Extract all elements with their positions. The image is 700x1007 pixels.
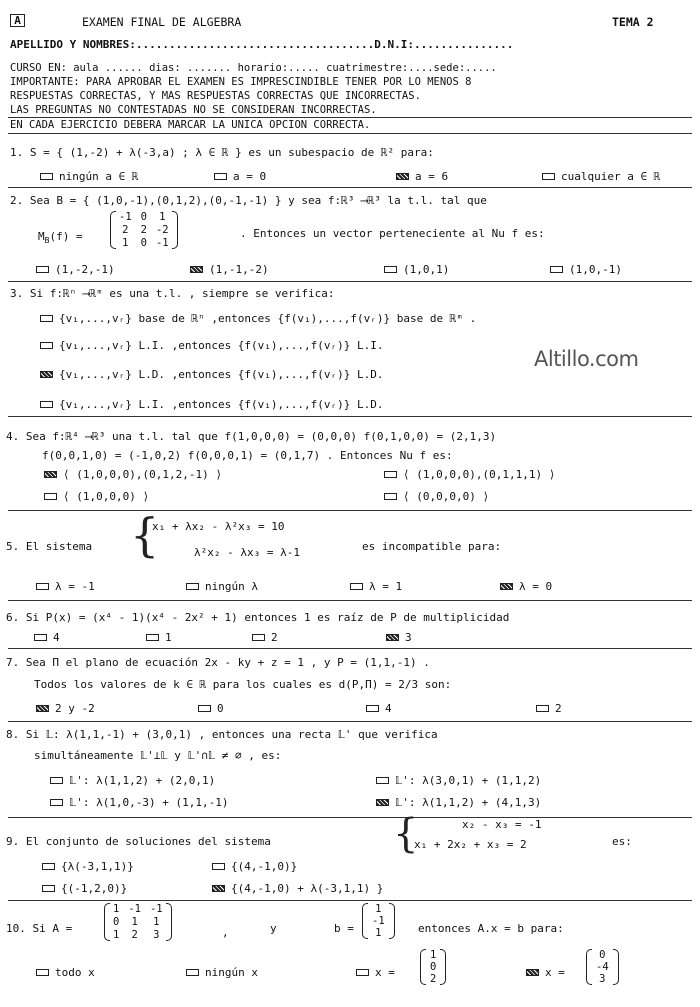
divider	[8, 416, 692, 417]
question-4-stem-1: 4. Sea f:ℝ⁴ ⟶ℝ³ una t.l. tal que f(1,0,0,0) = (0,0,0) f(0,1,0,0) = (2,1,3)	[6, 430, 497, 443]
q10-comma: ,	[222, 926, 229, 939]
q2-option-d[interactable]: (1,0,-1)	[550, 263, 622, 276]
name-line: APELLIDO Y NOMBRES:....................................D.N.I:...............	[10, 38, 514, 51]
question-8-stem-1: 8. Si 𝕃: λ(1,1,-1) + (3,0,1) , entonces una recta 𝕃' que verifica	[6, 728, 438, 741]
q9-option-d[interactable]: {(4,-1,0) + λ(-3,1,1) }	[212, 882, 383, 895]
q1-option-a[interactable]: ningún a ∈ ℝ	[40, 170, 138, 183]
checkbox-marked[interactable]	[526, 969, 539, 976]
question-2-stem: 2. Sea B = { (1,0,-1),(0,1,2),(0,-1,-1) } y sea f:ℝ³ ⟶ℝ³ la t.l. tal que	[10, 194, 487, 207]
checkbox[interactable]	[50, 799, 63, 806]
question-5-label: 5. El sistema	[6, 540, 93, 553]
q2-tail: . Entonces un vector perteneciente al Nu f es:	[240, 227, 545, 240]
checkbox[interactable]	[536, 705, 549, 712]
q7-option-d[interactable]: 2	[536, 702, 562, 715]
checkbox[interactable]	[212, 863, 225, 870]
q10-vector-x3: 1 0 2	[420, 949, 446, 985]
q3-option-b[interactable]: {v₁,...,vᵣ} L.I. ,entonces {f(v₁),...,f(vᵣ)} L.I.	[40, 339, 384, 352]
checkbox[interactable]	[252, 634, 265, 641]
important-2: RESPUESTAS CORRECTAS, Y MAS RESPUESTAS CORRECTAS QUE INCORRECTAS.	[10, 90, 421, 102]
q5-equation-1: x₁ + λx₂ - λ²x₃ = 10	[152, 520, 285, 533]
curso-line: CURSO EN: aula ...... dias: ....... horario:..... cuatrimestre:....sede:.....	[10, 62, 497, 74]
q7-option-b[interactable]: 0	[198, 702, 224, 715]
q5-option-c[interactable]: λ = 1	[350, 580, 402, 593]
q9-equation-1: x₂ - x₃ = -1	[462, 818, 542, 831]
q5-option-a[interactable]: λ = -1	[36, 580, 95, 593]
checkbox[interactable]	[384, 471, 397, 478]
q7-option-a[interactable]: 2 y -2	[36, 702, 95, 715]
checkbox[interactable]	[384, 493, 397, 500]
q2-matrix: -1 0 1 2 2 -2 1 0 -1	[110, 211, 178, 249]
divider	[8, 817, 692, 818]
q4-option-b[interactable]: ⟨ (1,0,0,0),(0,1,1,1) ⟩	[384, 468, 555, 481]
q9-equation-2: x₁ + 2x₂ + x₃ = 2	[414, 838, 527, 851]
divider	[8, 648, 692, 649]
q10-option-a[interactable]: todo x	[36, 966, 95, 979]
checkbox[interactable]	[44, 493, 57, 500]
q10-y: y	[270, 922, 277, 935]
checkbox[interactable]	[186, 969, 199, 976]
q10-option-b[interactable]: ningún x	[186, 966, 258, 979]
q3-option-d[interactable]: {v₁,...,vᵣ} L.I. ,entonces {f(v₁),...,f(vᵣ)} L.D.	[40, 398, 384, 411]
important-1: IMPORTANTE: PARA APROBAR EL EXAMEN ES IMPRESCINDIBLE TENER POR LO MENOS 8	[10, 76, 472, 88]
divider	[8, 187, 692, 188]
checkbox[interactable]	[36, 266, 49, 273]
checkbox-marked[interactable]	[36, 705, 49, 712]
checkbox[interactable]	[376, 777, 389, 784]
divider	[8, 133, 692, 134]
checkbox[interactable]	[384, 266, 397, 273]
q3-option-c[interactable]: {v₁,...,vᵣ} L.D. ,entonces {f(v₁),...,f(vᵣ)} L.D.	[40, 368, 384, 381]
q4-option-a[interactable]: ⟨ (1,0,0,0),(0,1,2,-1) ⟩	[44, 468, 222, 481]
q6-option-a[interactable]: 4	[34, 631, 60, 644]
divider	[8, 721, 692, 722]
q6-option-c[interactable]: 2	[252, 631, 278, 644]
question-7-stem-1: 7. Sea Π el plano de ecuación 2x - ky + z = 1 , y P = (1,1,-1) .	[6, 656, 430, 669]
checkbox[interactable]	[40, 401, 53, 408]
important-4: EN CADA EJERCICIO DEBERA MARCAR LA UNICA OPCION CORRECTA.	[10, 119, 371, 131]
checkbox[interactable]	[186, 583, 199, 590]
q10-vector-b: 1 -1 1	[362, 903, 395, 939]
checkbox[interactable]	[214, 173, 227, 180]
checkbox-marked[interactable]	[40, 371, 53, 378]
q4-option-d[interactable]: ⟨ (0,0,0,0) ⟩	[384, 490, 489, 503]
divider	[8, 510, 692, 511]
divider	[8, 900, 692, 901]
divider	[8, 117, 692, 118]
q6-option-d[interactable]: 3	[386, 631, 412, 644]
question-1-stem: 1. S = { (1,-2) + λ(-3,a) ; λ ∈ ℝ } es un subespacio de ℝ² para:	[10, 146, 434, 159]
q10-option-d[interactable]: x =	[526, 966, 565, 979]
q10-option-c[interactable]: x =	[356, 966, 395, 979]
question-10-label: 10. Si A =	[6, 922, 73, 935]
checkbox-marked[interactable]	[376, 799, 389, 806]
q2-matrix-label: $M_B(f)$ =	[38, 230, 83, 246]
q10-vector-x4: 0 -4 3	[586, 949, 619, 985]
q8-option-b[interactable]: 𝕃': λ(3,0,1) + (1,1,2)	[376, 774, 541, 787]
q3-option-a[interactable]: {v₁,...,vᵣ} base de ℝⁿ ,entonces {f(v₁),...,f(vᵣ)} base de ℝᵐ .	[40, 312, 476, 325]
q8-option-a[interactable]: 𝕃': λ(1,1,2) + (2,0,1)	[50, 774, 215, 787]
q2-option-c[interactable]: (1,0,1)	[384, 263, 449, 276]
question-7-stem-2: Todos los valores de k ∈ ℝ para los cuales es d(P,Π) = 2/3 son:	[34, 678, 452, 691]
q1-option-b[interactable]: a = 0	[214, 170, 266, 183]
checkbox[interactable]	[36, 969, 49, 976]
checkbox[interactable]	[146, 634, 159, 641]
checkbox-marked[interactable]	[44, 471, 57, 478]
checkbox[interactable]	[36, 583, 49, 590]
system-brace: {	[393, 811, 419, 857]
question-9-stem: 9. El conjunto de soluciones del sistema	[6, 835, 271, 848]
checkbox[interactable]	[40, 173, 53, 180]
system-brace: {	[130, 508, 160, 562]
q9-option-b[interactable]: {(4,-1,0)}	[212, 860, 297, 873]
q9-tail: es:	[612, 835, 632, 848]
q2-option-b[interactable]: (1,-1,-2)	[190, 263, 269, 276]
q10-b-label: b =	[334, 922, 354, 935]
q6-option-b[interactable]: 1	[146, 631, 172, 644]
q8-option-d[interactable]: 𝕃': λ(1,1,2) + (4,1,3)	[376, 796, 541, 809]
q1-option-c[interactable]: a = 6	[396, 170, 448, 183]
checkbox[interactable]	[40, 342, 53, 349]
checkbox[interactable]	[40, 315, 53, 322]
checkbox-marked[interactable]	[190, 266, 203, 273]
q7-option-c[interactable]: 4	[366, 702, 392, 715]
exam-title: EXAMEN FINAL DE ALGEBRA	[82, 15, 242, 29]
divider	[8, 281, 692, 282]
checkbox[interactable]	[198, 705, 211, 712]
q4-option-c[interactable]: ⟨ (1,0,0,0) ⟩	[44, 490, 149, 503]
tema-label: TEMA 2	[612, 15, 654, 29]
q2-option-a[interactable]: (1,-2,-1)	[36, 263, 115, 276]
checkbox[interactable]	[350, 583, 363, 590]
divider	[8, 600, 692, 601]
q5-equation-2: λ²x₂ - λx₃ = λ-1	[194, 546, 300, 559]
important-3: LAS PREGUNTAS NO CONTESTADAS NO SE CONSIDERAN INCORRECTAS.	[10, 104, 377, 116]
checkbox[interactable]	[42, 885, 55, 892]
checkbox[interactable]	[50, 777, 63, 784]
q1-option-d[interactable]: cualquier a ∈ ℝ	[542, 170, 660, 183]
q5-option-d[interactable]: λ = 0	[500, 580, 552, 593]
q10-matrix-a: 1 -1 -1 0 1 1 1 2 3	[104, 903, 172, 941]
q9-option-c[interactable]: {(-1,2,0)}	[42, 882, 127, 895]
checkbox-marked[interactable]	[386, 634, 399, 641]
question-8-stem-2: simultáneamente 𝕃'⊥𝕃 y 𝕃'∩𝕃 ≠ ∅ , es:	[34, 749, 282, 762]
q5-tail: es incompatible para:	[362, 540, 502, 553]
q8-option-c[interactable]: 𝕃': λ(1,0,-3) + (1,1,-1)	[50, 796, 229, 809]
checkbox-marked[interactable]	[500, 583, 513, 590]
question-3-stem: 3. Si f:ℝⁿ ⟶ℝᵐ es una t.l. , siempre se verifica:	[10, 287, 335, 300]
checkbox[interactable]	[34, 634, 47, 641]
checkbox[interactable]	[542, 173, 555, 180]
q5-option-b[interactable]: ningún λ	[186, 580, 258, 593]
q10-tail: entonces A.x = b para:	[418, 922, 564, 935]
question-4-stem-2: f(0,0,1,0) = (-1,0,2) f(0,0,0,1) = (0,1,7) . Entonces Nu f es:	[42, 449, 453, 462]
checkbox[interactable]	[356, 969, 369, 976]
watermark-logo: Altillo.com	[534, 347, 639, 371]
checkbox-marked[interactable]	[212, 885, 225, 892]
question-6-stem: 6. Si P(x) = (x⁴ - 1)(x⁴ - 2x² + 1) entonces 1 es raíz de P de multiplicidad	[6, 611, 510, 624]
checkbox[interactable]	[550, 266, 563, 273]
exam-tag: A	[10, 14, 25, 27]
checkbox[interactable]	[366, 705, 379, 712]
checkbox[interactable]	[42, 863, 55, 870]
checkbox-marked[interactable]	[396, 173, 409, 180]
q9-option-a[interactable]: {λ(-3,1,1)}	[42, 860, 134, 873]
